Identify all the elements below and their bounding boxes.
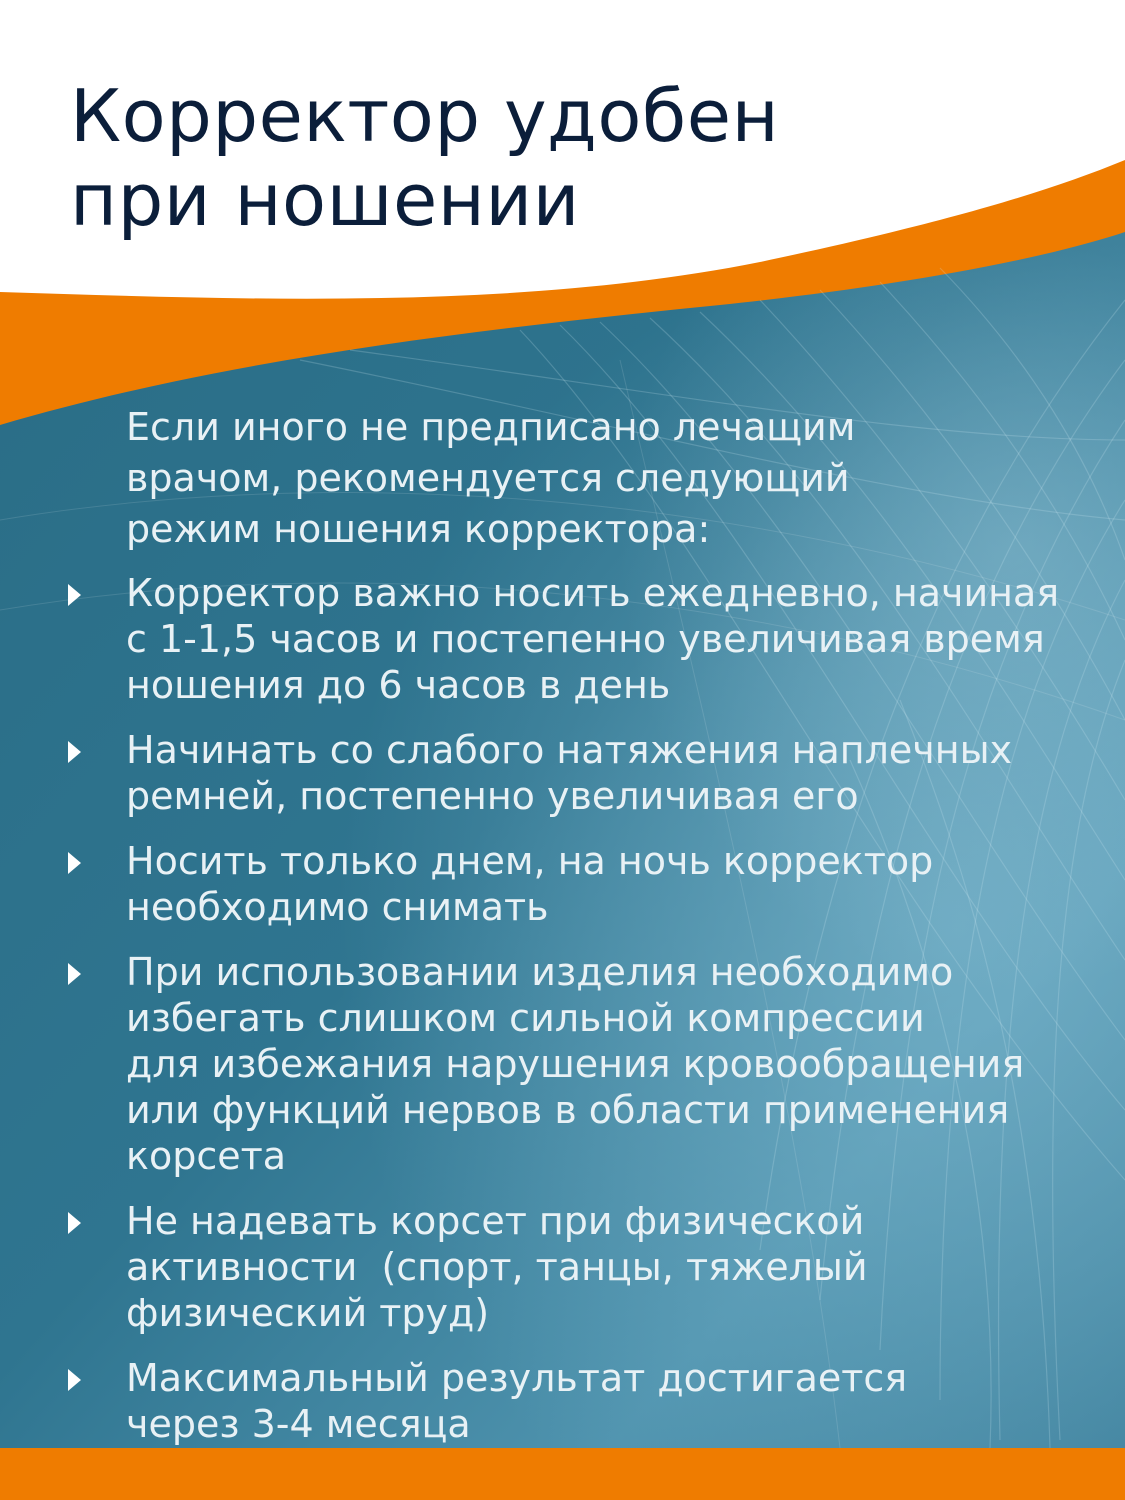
list-item <box>0 727 1125 819</box>
list-item-line: или функций нервов в области применения <box>126 1088 1010 1132</box>
triangle-right-icon <box>68 963 81 985</box>
triangle-right-icon <box>68 1369 81 1391</box>
list-item-text <box>126 838 1125 930</box>
list-item-line: корсета <box>126 1134 287 1178</box>
intro-line: режим ношения корректора: <box>126 507 711 551</box>
recommendation-list <box>0 570 1125 1466</box>
list-item-line: Носить только днем, на ночь корректор <box>126 839 934 883</box>
title-line: Корректор удобен <box>70 74 780 158</box>
list-item-line: Начинать со слабого натяжения наплечных <box>126 728 1013 772</box>
triangle-right-icon <box>68 584 81 606</box>
triangle-right-icon <box>68 1212 81 1234</box>
triangle-right-icon <box>68 741 81 763</box>
list-item <box>0 1198 1125 1336</box>
list-item <box>0 949 1125 1179</box>
list-item-text <box>126 1355 1125 1447</box>
list-item-line: для избежания нарушения кровообращения <box>126 1042 1025 1086</box>
intro-text <box>126 402 1086 555</box>
list-item-line: Не надевать корсет при физической <box>126 1199 865 1243</box>
list-item-line: ремней, постепенно увеличивая его <box>126 774 859 818</box>
list-item <box>0 838 1125 930</box>
intro-line: Если иного не предписано лечащим <box>126 405 856 449</box>
list-item <box>0 570 1125 708</box>
list-item-line: ношения до 6 часов в день <box>126 663 671 707</box>
list-item-line: Корректор важно носить ежедневно, начиная <box>126 571 1060 615</box>
page-title <box>70 74 970 242</box>
footer-band <box>0 1448 1125 1500</box>
list-item-text <box>126 570 1125 708</box>
list-item-line: с 1-1,5 часов и постепенно увеличивая время <box>126 617 1045 661</box>
list-item-text <box>126 1198 1125 1336</box>
list-item-line: активности (спорт, танцы, тяжелый <box>126 1245 868 1289</box>
intro-line: врачом, рекомендуется следующий <box>126 456 850 500</box>
list-item-text <box>126 949 1125 1179</box>
list-item-text <box>126 727 1125 819</box>
list-item-line: через 3-4 месяца <box>126 1402 471 1446</box>
list-item <box>0 1355 1125 1447</box>
title-line: при ношении <box>70 158 580 242</box>
triangle-right-icon <box>68 852 81 874</box>
list-item-line: физический труд) <box>126 1291 490 1335</box>
list-item-line: избегать слишком сильной компрессии <box>126 996 925 1040</box>
list-item-line: необходимо снимать <box>126 885 549 929</box>
list-item-line: При использовании изделия необходимо <box>126 950 954 994</box>
list-item-line: Максимальный результат достигается <box>126 1356 908 1400</box>
